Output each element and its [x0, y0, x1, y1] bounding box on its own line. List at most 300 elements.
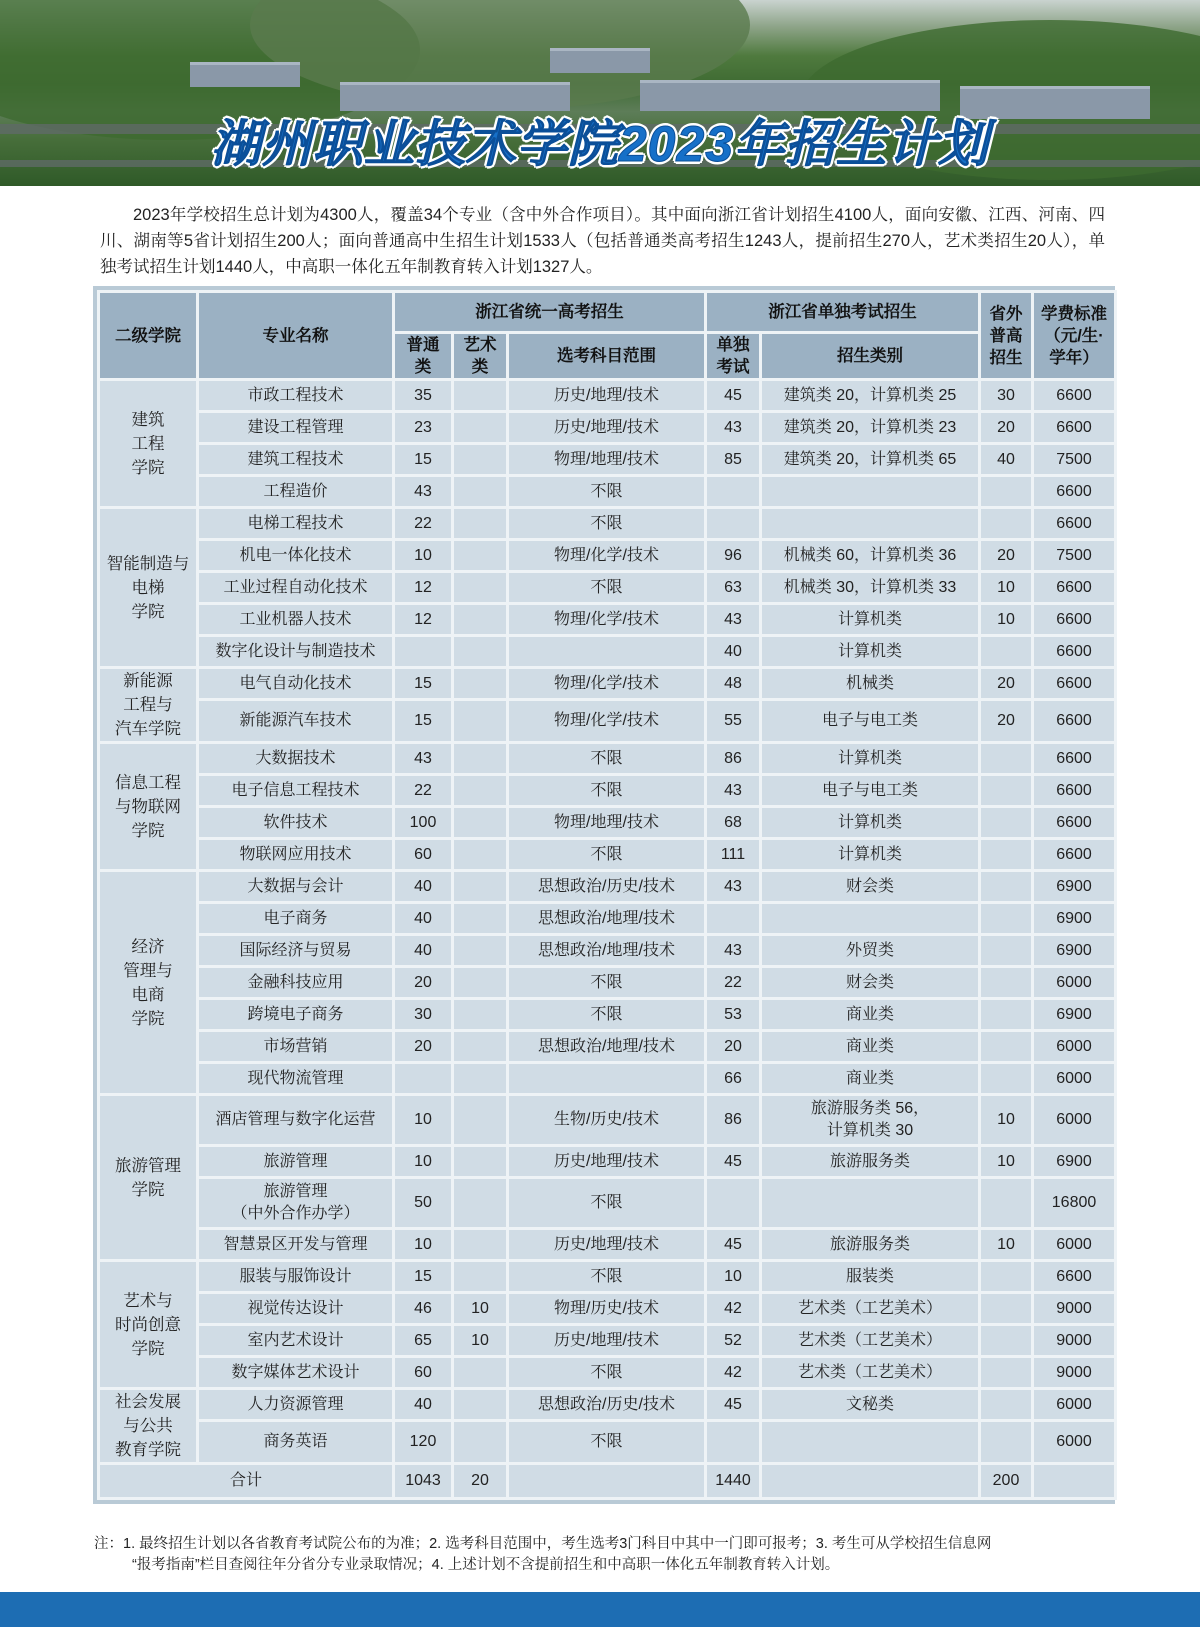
category-cell: 艺术类（工艺美术）: [762, 1294, 978, 1323]
art-count-cell: [454, 573, 506, 602]
category-cell: 建筑类 20，计算机类 23: [762, 413, 978, 442]
art-count-cell: [454, 1230, 506, 1259]
art-count-cell: [454, 541, 506, 570]
major-name-cell: 数字媒体艺术设计: [199, 1358, 392, 1387]
category-cell: 计算机类: [762, 840, 978, 869]
tuition-cell: 9000: [1034, 1326, 1114, 1355]
general-count-cell: 100: [395, 808, 451, 837]
header-major: 专业名称: [199, 293, 392, 378]
single-exam-count-cell: 42: [707, 1294, 759, 1323]
category-cell: 服装类: [762, 1262, 978, 1291]
table-row: [100, 776, 1114, 805]
college-name-cell: 建筑 工程 学院: [100, 381, 196, 506]
total-single-cell: 1440: [707, 1465, 759, 1497]
college-name-cell: 智能制造与 电梯 学院: [100, 509, 196, 666]
header-college: 二级学院: [100, 293, 196, 378]
major-name-cell: 电子商务: [199, 904, 392, 933]
table-row: [100, 509, 1114, 538]
general-count-cell: 40: [395, 904, 451, 933]
subjects-cell: 不限: [509, 1358, 704, 1387]
major-name-cell: 现代物流管理: [199, 1064, 392, 1093]
tuition-cell: 6600: [1034, 637, 1114, 666]
outside-province-cell: 20: [981, 701, 1031, 741]
general-count-cell: 20: [395, 968, 451, 997]
single-exam-count-cell: 45: [707, 1230, 759, 1259]
general-count-cell: 43: [395, 477, 451, 506]
outside-province-cell: [981, 904, 1031, 933]
outside-province-cell: 20: [981, 541, 1031, 570]
major-name-cell: 新能源汽车技术: [199, 701, 392, 741]
subjects-cell: [509, 637, 704, 666]
general-count-cell: 15: [395, 669, 451, 698]
banner-title: 湖州职业技术学院2023年招生计划: [210, 116, 990, 172]
subjects-cell: 历史/地理/技术: [509, 1326, 704, 1355]
subjects-cell: 物理/化学/技术: [509, 701, 704, 741]
table-row: [100, 637, 1114, 666]
art-count-cell: 10: [454, 1326, 506, 1355]
major-name-cell: 物联网应用技术: [199, 840, 392, 869]
outside-province-cell: 20: [981, 669, 1031, 698]
single-exam-count-cell: 86: [707, 1096, 759, 1144]
table-body: [100, 381, 1114, 1497]
single-exam-count-cell: [707, 1422, 759, 1462]
enrollment-table-frame: [93, 286, 1115, 1504]
major-name-cell: 机电一体化技术: [199, 541, 392, 570]
table-row: [100, 1294, 1114, 1323]
category-cell: [762, 509, 978, 538]
art-count-cell: [454, 477, 506, 506]
total-row: [100, 1465, 1114, 1497]
single-exam-count-cell: 55: [707, 701, 759, 741]
table-row: [100, 1390, 1114, 1419]
category-cell: 计算机类: [762, 744, 978, 773]
major-name-cell: 电气自动化技术: [199, 669, 392, 698]
subjects-cell: 不限: [509, 573, 704, 602]
table-row: [100, 1000, 1114, 1029]
art-count-cell: [454, 1179, 506, 1227]
category-cell: [762, 904, 978, 933]
category-cell: 文秘类: [762, 1390, 978, 1419]
art-count-cell: [454, 1147, 506, 1176]
total-general-cell: 1043: [395, 1465, 451, 1497]
outside-province-cell: [981, 509, 1031, 538]
single-exam-count-cell: 10: [707, 1262, 759, 1291]
outside-province-cell: [981, 968, 1031, 997]
single-exam-count-cell: 52: [707, 1326, 759, 1355]
category-cell: 财会类: [762, 968, 978, 997]
general-count-cell: 12: [395, 573, 451, 602]
total-label-cell: 合计: [100, 1465, 392, 1497]
footnotes: [94, 1534, 1114, 1576]
major-name-cell: 旅游管理 （中外合作办学）: [199, 1179, 392, 1227]
major-name-cell: 市政工程技术: [199, 381, 392, 410]
single-exam-count-cell: [707, 904, 759, 933]
subjects-cell: 物理/地理/技术: [509, 808, 704, 837]
single-exam-count-cell: 43: [707, 605, 759, 634]
outside-province-cell: [981, 1032, 1031, 1061]
general-count-cell: 10: [395, 1096, 451, 1144]
table-row: [100, 1422, 1114, 1462]
table-row: [100, 904, 1114, 933]
major-name-cell: 国际经济与贸易: [199, 936, 392, 965]
tuition-cell: 6600: [1034, 573, 1114, 602]
category-cell: 机械类 30，计算机类 33: [762, 573, 978, 602]
category-cell: 商业类: [762, 1064, 978, 1093]
category-cell: [762, 1179, 978, 1227]
subjects-cell: 不限: [509, 1000, 704, 1029]
total-category-cell: [762, 1465, 978, 1497]
tuition-cell: 6600: [1034, 605, 1114, 634]
table-row: [100, 541, 1114, 570]
header-single-exam: 浙江省单独考试招生: [707, 293, 978, 331]
header-outside-province: 省外 普高 招生: [981, 293, 1031, 378]
outside-province-cell: 30: [981, 381, 1031, 410]
category-cell: 计算机类: [762, 808, 978, 837]
major-name-cell: 市场营销: [199, 1032, 392, 1061]
subjects-cell: 历史/地理/技术: [509, 381, 704, 410]
outside-province-cell: [981, 1326, 1031, 1355]
category-cell: 旅游服务类: [762, 1230, 978, 1259]
outside-province-cell: [981, 477, 1031, 506]
general-count-cell: 35: [395, 381, 451, 410]
table-row: [100, 872, 1114, 901]
subjects-cell: 物理/地理/技术: [509, 445, 704, 474]
tuition-cell: 6000: [1034, 1096, 1114, 1144]
major-name-cell: 大数据与会计: [199, 872, 392, 901]
major-name-cell: 建筑工程技术: [199, 445, 392, 474]
campus-banner: [0, 0, 1200, 186]
subjects-cell: 思想政治/地理/技术: [509, 936, 704, 965]
tuition-cell: 6600: [1034, 413, 1114, 442]
tuition-cell: 6600: [1034, 477, 1114, 506]
tuition-cell: 6900: [1034, 1000, 1114, 1029]
subjects-cell: 不限: [509, 1422, 704, 1462]
college-name-cell: 艺术与 时尚创意 学院: [100, 1262, 196, 1387]
art-count-cell: [454, 1032, 506, 1061]
art-count-cell: [454, 1000, 506, 1029]
major-name-cell: 室内艺术设计: [199, 1326, 392, 1355]
single-exam-count-cell: 40: [707, 637, 759, 666]
table-row: [100, 573, 1114, 602]
general-count-cell: 10: [395, 1147, 451, 1176]
outside-province-cell: 40: [981, 445, 1031, 474]
subjects-cell: 物理/历史/技术: [509, 1294, 704, 1323]
tuition-cell: 9000: [1034, 1358, 1114, 1387]
art-count-cell: [454, 605, 506, 634]
general-count-cell: 20: [395, 1032, 451, 1061]
major-name-cell: 大数据技术: [199, 744, 392, 773]
single-exam-count-cell: 63: [707, 573, 759, 602]
major-name-cell: 软件技术: [199, 808, 392, 837]
art-count-cell: [454, 1262, 506, 1291]
single-exam-count-cell: 22: [707, 968, 759, 997]
tuition-cell: 6900: [1034, 872, 1114, 901]
general-count-cell: 40: [395, 872, 451, 901]
college-name-cell: 社会发展 与公共 教育学院: [100, 1390, 196, 1462]
subjects-cell: 物理/化学/技术: [509, 669, 704, 698]
header-single: 单独 考试: [707, 334, 759, 378]
header-art: 艺术 类: [454, 334, 506, 378]
major-name-cell: 数字化设计与制造技术: [199, 637, 392, 666]
category-cell: [762, 1422, 978, 1462]
general-count-cell: 10: [395, 1230, 451, 1259]
single-exam-count-cell: 111: [707, 840, 759, 869]
general-count-cell: 23: [395, 413, 451, 442]
subjects-cell: 不限: [509, 968, 704, 997]
art-count-cell: [454, 1064, 506, 1093]
outside-province-cell: [981, 1064, 1031, 1093]
subjects-cell: 不限: [509, 1179, 704, 1227]
single-exam-count-cell: 45: [707, 381, 759, 410]
general-count-cell: 30: [395, 1000, 451, 1029]
outside-province-cell: [981, 744, 1031, 773]
category-cell: 财会类: [762, 872, 978, 901]
total-art-cell: 20: [454, 1465, 506, 1497]
category-cell: 艺术类（工艺美术）: [762, 1358, 978, 1387]
art-count-cell: [454, 1358, 506, 1387]
major-name-cell: 人力资源管理: [199, 1390, 392, 1419]
tuition-cell: 6600: [1034, 808, 1114, 837]
table-row: [100, 1032, 1114, 1061]
total-fee-cell: [1034, 1465, 1114, 1497]
outside-province-cell: [981, 872, 1031, 901]
category-cell: 旅游服务类 56， 计算机类 30: [762, 1096, 978, 1144]
general-count-cell: [395, 637, 451, 666]
category-cell: 商业类: [762, 1000, 978, 1029]
art-count-cell: [454, 968, 506, 997]
bottom-bar: [0, 1592, 1200, 1627]
table-row: [100, 413, 1114, 442]
outside-province-cell: [981, 1179, 1031, 1227]
tuition-cell: 6000: [1034, 1422, 1114, 1462]
tuition-cell: 6000: [1034, 968, 1114, 997]
outside-province-cell: [981, 1358, 1031, 1387]
single-exam-count-cell: 85: [707, 445, 759, 474]
total-subjects-cell: [509, 1465, 704, 1497]
tuition-cell: 6000: [1034, 1390, 1114, 1419]
major-name-cell: 跨境电子商务: [199, 1000, 392, 1029]
major-name-cell: 工业过程自动化技术: [199, 573, 392, 602]
category-cell: 旅游服务类: [762, 1147, 978, 1176]
general-count-cell: 120: [395, 1422, 451, 1462]
single-exam-count-cell: 66: [707, 1064, 759, 1093]
table-row: [100, 968, 1114, 997]
general-count-cell: 15: [395, 445, 451, 474]
table-row: [100, 1262, 1114, 1291]
single-exam-count-cell: 43: [707, 776, 759, 805]
table-row: [100, 1147, 1114, 1176]
art-count-cell: [454, 744, 506, 773]
major-name-cell: 服装与服饰设计: [199, 1262, 392, 1291]
art-count-cell: [454, 445, 506, 474]
subjects-cell: 历史/地理/技术: [509, 413, 704, 442]
category-cell: 电子与电工类: [762, 776, 978, 805]
subjects-cell: 历史/地理/技术: [509, 1147, 704, 1176]
outside-province-cell: [981, 808, 1031, 837]
single-exam-count-cell: 45: [707, 1147, 759, 1176]
major-name-cell: 电梯工程技术: [199, 509, 392, 538]
tuition-cell: 6600: [1034, 701, 1114, 741]
outside-province-cell: [981, 1294, 1031, 1323]
tuition-cell: 6000: [1034, 1230, 1114, 1259]
subjects-cell: 不限: [509, 776, 704, 805]
subjects-cell: [509, 1064, 704, 1093]
tuition-cell: 6600: [1034, 381, 1114, 410]
tuition-cell: 6900: [1034, 1147, 1114, 1176]
table-row: [100, 744, 1114, 773]
general-count-cell: 22: [395, 776, 451, 805]
table-row: [100, 1064, 1114, 1093]
single-exam-count-cell: 43: [707, 936, 759, 965]
outside-province-cell: [981, 637, 1031, 666]
single-exam-count-cell: 53: [707, 1000, 759, 1029]
category-cell: 电子与电工类: [762, 701, 978, 741]
subjects-cell: 思想政治/地理/技术: [509, 904, 704, 933]
category-cell: 商业类: [762, 1032, 978, 1061]
table-row: [100, 477, 1114, 506]
category-cell: 计算机类: [762, 605, 978, 634]
table-row: [100, 1358, 1114, 1387]
category-cell: 外贸类: [762, 936, 978, 965]
table-row: [100, 445, 1114, 474]
subjects-cell: 不限: [509, 1262, 704, 1291]
tuition-cell: 9000: [1034, 1294, 1114, 1323]
general-count-cell: 40: [395, 936, 451, 965]
category-cell: 机械类 60，计算机类 36: [762, 541, 978, 570]
general-count-cell: 60: [395, 840, 451, 869]
general-count-cell: 43: [395, 744, 451, 773]
tuition-cell: 16800: [1034, 1179, 1114, 1227]
art-count-cell: 10: [454, 1294, 506, 1323]
major-name-cell: 视觉传达设计: [199, 1294, 392, 1323]
table-row: [100, 808, 1114, 837]
footnote-line-1: 注：1. 最终招生计划以各省教育考试院公布的为准；2. 选考科目范围中，考生选考3门科目中其中一门即可报考；3. 考生可从学校招生信息网: [94, 1536, 992, 1552]
general-count-cell: 40: [395, 1390, 451, 1419]
tuition-cell: 6600: [1034, 840, 1114, 869]
college-name-cell: 旅游管理 学院: [100, 1096, 196, 1259]
art-count-cell: [454, 1390, 506, 1419]
major-name-cell: 工程造价: [199, 477, 392, 506]
general-count-cell: 46: [395, 1294, 451, 1323]
art-count-cell: [454, 413, 506, 442]
major-name-cell: 商务英语: [199, 1422, 392, 1462]
single-exam-count-cell: 86: [707, 744, 759, 773]
art-count-cell: [454, 776, 506, 805]
category-cell: 计算机类: [762, 637, 978, 666]
art-count-cell: [454, 936, 506, 965]
general-count-cell: 65: [395, 1326, 451, 1355]
outside-province-cell: 10: [981, 1147, 1031, 1176]
table-row: [100, 701, 1114, 741]
single-exam-count-cell: 68: [707, 808, 759, 837]
tuition-cell: 7500: [1034, 541, 1114, 570]
college-name-cell: 经济 管理与 电商 学院: [100, 872, 196, 1093]
single-exam-count-cell: 45: [707, 1390, 759, 1419]
subjects-cell: 不限: [509, 509, 704, 538]
major-name-cell: 酒店管理与数字化运营: [199, 1096, 392, 1144]
table-row: [100, 840, 1114, 869]
table-row: [100, 1326, 1114, 1355]
art-count-cell: [454, 637, 506, 666]
single-exam-count-cell: [707, 477, 759, 506]
major-name-cell: 金融科技应用: [199, 968, 392, 997]
single-exam-count-cell: 20: [707, 1032, 759, 1061]
header-category: 招生类别: [762, 334, 978, 378]
table-row: [100, 1179, 1114, 1227]
subjects-cell: 物理/化学/技术: [509, 541, 704, 570]
general-count-cell: 15: [395, 1262, 451, 1291]
subjects-cell: 历史/地理/技术: [509, 1230, 704, 1259]
single-exam-count-cell: 43: [707, 413, 759, 442]
major-name-cell: 旅游管理: [199, 1147, 392, 1176]
general-count-cell: 50: [395, 1179, 451, 1227]
art-count-cell: [454, 872, 506, 901]
header-unified-exam: 浙江省统一高考招生: [395, 293, 704, 331]
general-count-cell: [395, 1064, 451, 1093]
major-name-cell: 工业机器人技术: [199, 605, 392, 634]
general-count-cell: 60: [395, 1358, 451, 1387]
header-subjects: 选考科目范围: [509, 334, 704, 378]
subjects-cell: 思想政治/历史/技术: [509, 1390, 704, 1419]
art-count-cell: [454, 840, 506, 869]
art-count-cell: [454, 904, 506, 933]
subjects-cell: 物理/化学/技术: [509, 605, 704, 634]
outside-province-cell: [981, 840, 1031, 869]
category-cell: 艺术类（工艺美术）: [762, 1326, 978, 1355]
enrollment-plan-table: [97, 290, 1117, 1500]
outside-province-cell: 10: [981, 605, 1031, 634]
general-count-cell: 10: [395, 541, 451, 570]
general-count-cell: 12: [395, 605, 451, 634]
outside-province-cell: [981, 776, 1031, 805]
table-row: [100, 605, 1114, 634]
total-outside-cell: 200: [981, 1465, 1031, 1497]
table-row: [100, 381, 1114, 410]
tuition-cell: 6900: [1034, 936, 1114, 965]
single-exam-count-cell: 96: [707, 541, 759, 570]
art-count-cell: [454, 669, 506, 698]
general-count-cell: 22: [395, 509, 451, 538]
college-name-cell: 信息工程 与物联网 学院: [100, 744, 196, 869]
outside-province-cell: 10: [981, 1230, 1031, 1259]
subjects-cell: 生物/历史/技术: [509, 1096, 704, 1144]
category-cell: 建筑类 20，计算机类 65: [762, 445, 978, 474]
single-exam-count-cell: 48: [707, 669, 759, 698]
outside-province-cell: [981, 1422, 1031, 1462]
outside-province-cell: 20: [981, 413, 1031, 442]
subjects-cell: 思想政治/地理/技术: [509, 1032, 704, 1061]
major-name-cell: 智慧景区开发与管理: [199, 1230, 392, 1259]
single-exam-count-cell: 42: [707, 1358, 759, 1387]
table-row: [100, 1096, 1114, 1144]
outside-province-cell: [981, 1390, 1031, 1419]
category-cell: 机械类: [762, 669, 978, 698]
art-count-cell: [454, 1096, 506, 1144]
subjects-cell: 不限: [509, 477, 704, 506]
art-count-cell: [454, 1422, 506, 1462]
tuition-cell: 6000: [1034, 1064, 1114, 1093]
header-tuition: 学费标准 （元/生· 学年）: [1034, 293, 1114, 378]
single-exam-count-cell: 43: [707, 872, 759, 901]
general-count-cell: 15: [395, 701, 451, 741]
table-row: [100, 1230, 1114, 1259]
subjects-cell: 不限: [509, 744, 704, 773]
intro-paragraph: 2023年学校招生总计划为4300人，覆盖34个专业（含中外合作项目）。其中面向浙江省计划招生4100人，面向安徽、江西、河南、四川、湖南等5省计划招生200人；面向普通高中生招生计划1533人（包括普通类高考招生1243人，提前招生270人，艺术类招生20人），单独考试招生计划1440人，中高职一体化五年制教育转入计划1327人。: [100, 206, 1105, 276]
single-exam-count-cell: [707, 1179, 759, 1227]
table-row: [100, 669, 1114, 698]
tuition-cell: 7500: [1034, 445, 1114, 474]
outside-province-cell: 10: [981, 573, 1031, 602]
